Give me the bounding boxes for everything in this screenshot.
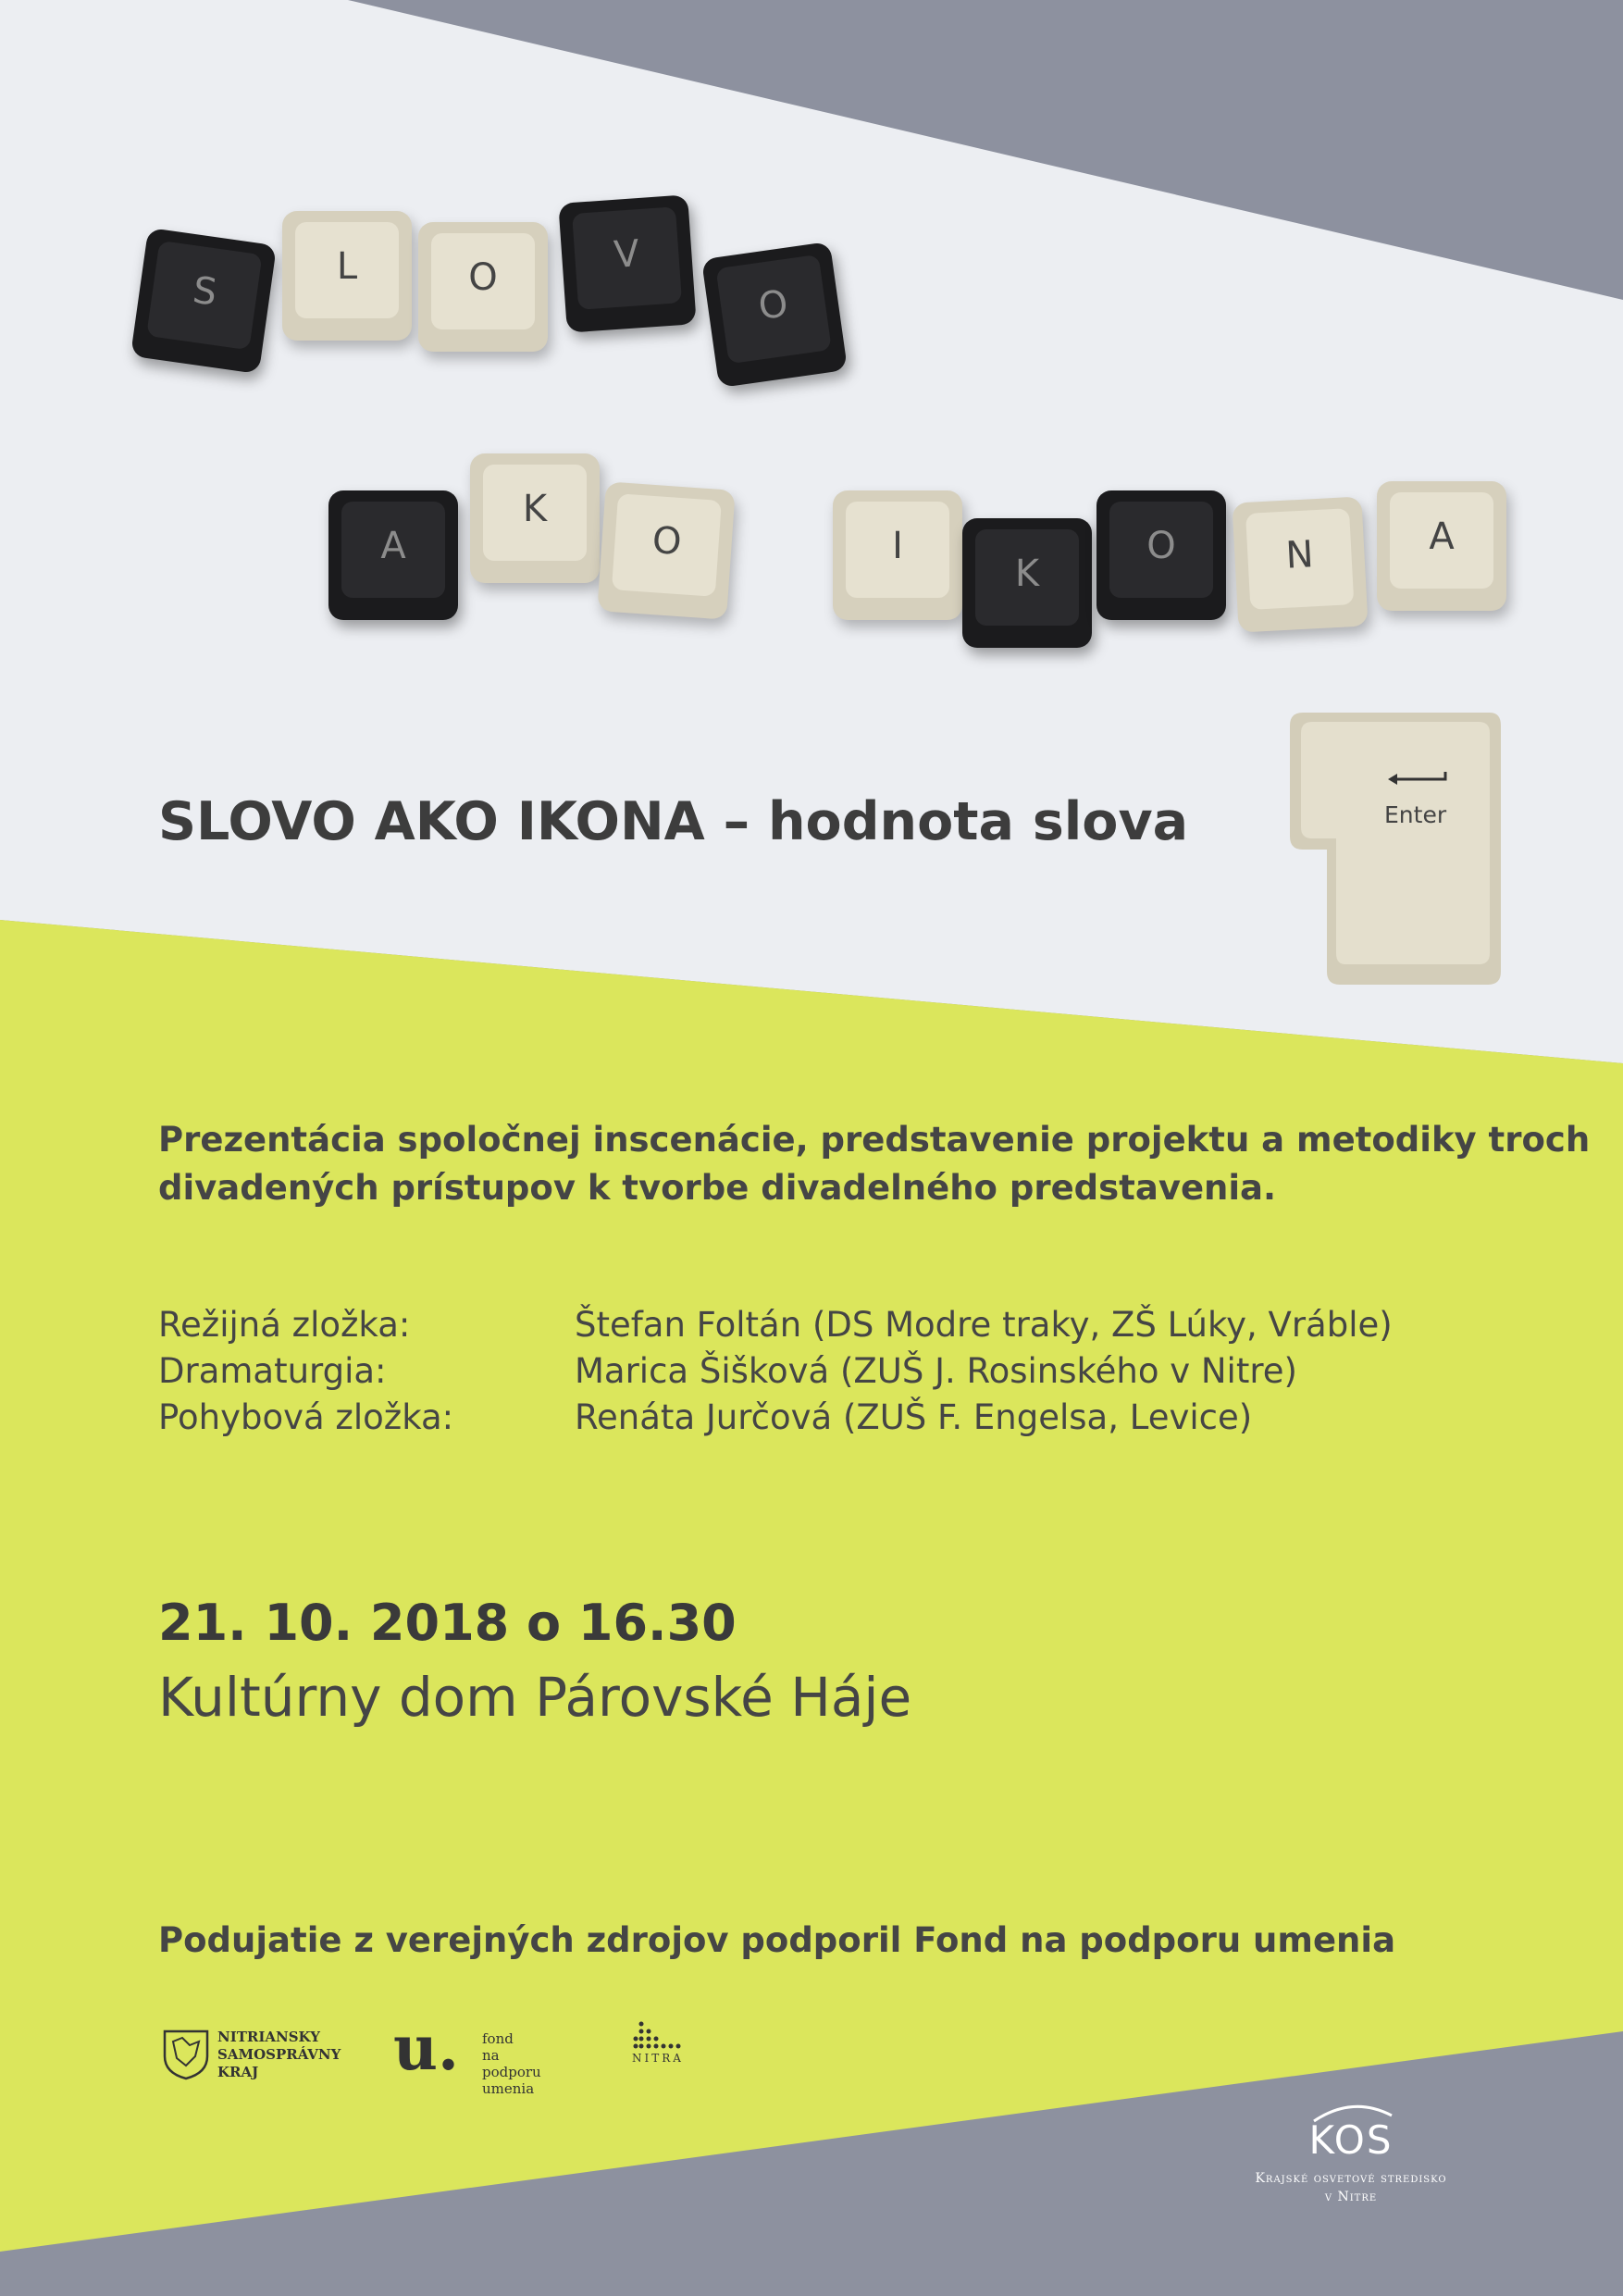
fpu-line-1: fond xyxy=(482,2030,514,2047)
nsk-line-3: KRAJ xyxy=(217,2064,259,2080)
event-venue: Kultúrny dom Párovské Háje xyxy=(158,1666,912,1729)
kos-line-2: v Nitre xyxy=(1324,2190,1378,2204)
key-i: I xyxy=(833,490,962,620)
enter-key-label: Enter xyxy=(1384,801,1447,828)
credit-person-movement: Renáta Jurčová (ZUŠ F. Engelsa, Levice) xyxy=(575,1397,1253,1437)
nsk-line-1: NITRIANSKY xyxy=(217,2029,320,2045)
credit-role-dramaturgy: Dramaturgia: xyxy=(158,1351,387,1391)
key-a2: A xyxy=(1377,481,1506,611)
nsk-coat-of-arms-icon xyxy=(162,2029,210,2080)
kos-mark: KOS xyxy=(1308,2117,1394,2163)
description-line-1: Prezentácia spoločnej inscenácie, predstavenie projektu a metodiky troch xyxy=(158,1120,1591,1160)
credit-person-director: Štefan Foltán (DS Modre traky, ZŠ Lúky, Vráble) xyxy=(575,1305,1393,1345)
key-k2: K xyxy=(962,518,1092,648)
key-l: L xyxy=(282,211,412,341)
description-line-2: divadených prístupov k tvorbe divadelného predstavenia. xyxy=(158,1168,1277,1208)
key-o2: O xyxy=(701,242,848,388)
fpu-line-2: na podporu xyxy=(482,2047,541,2080)
enter-arrow-icon xyxy=(1386,770,1449,788)
credit-role-movement: Pohybová zložka: xyxy=(158,1397,454,1437)
event-title: SLOVO AKO IKONA – hodnota slova xyxy=(158,791,1189,852)
fpu-mark: u. xyxy=(393,2012,459,2084)
key-o: O xyxy=(418,222,548,352)
enter-key xyxy=(1288,711,1503,987)
nsk-line-2: SAMOSPRÁVNY xyxy=(217,2046,341,2063)
nitra-label: NITRA xyxy=(632,2052,684,2065)
enter-key-shape xyxy=(1288,711,1503,987)
fpu-line-3: umenia xyxy=(482,2080,535,2097)
key-k: K xyxy=(470,453,600,583)
key-s: S xyxy=(130,228,277,374)
credit-role-director: Režijná zložka: xyxy=(158,1305,411,1345)
key-o3: O xyxy=(597,481,735,619)
key-a: A xyxy=(328,490,458,620)
key-n: N xyxy=(1232,496,1368,632)
event-date-time: 21. 10. 2018 o 16.30 xyxy=(158,1594,737,1652)
key-v: V xyxy=(558,194,696,332)
credit-person-dramaturgy: Marica Šišková (ZUŠ J. Rosinského v Nitre) xyxy=(575,1351,1297,1391)
support-statement: Podujatie z verejných zdrojov podporil Fond na podporu umenia xyxy=(158,1920,1396,1960)
key-o4: O xyxy=(1096,490,1226,620)
kos-line-1: Krajské osvetové stredisko xyxy=(1255,2171,1447,2186)
